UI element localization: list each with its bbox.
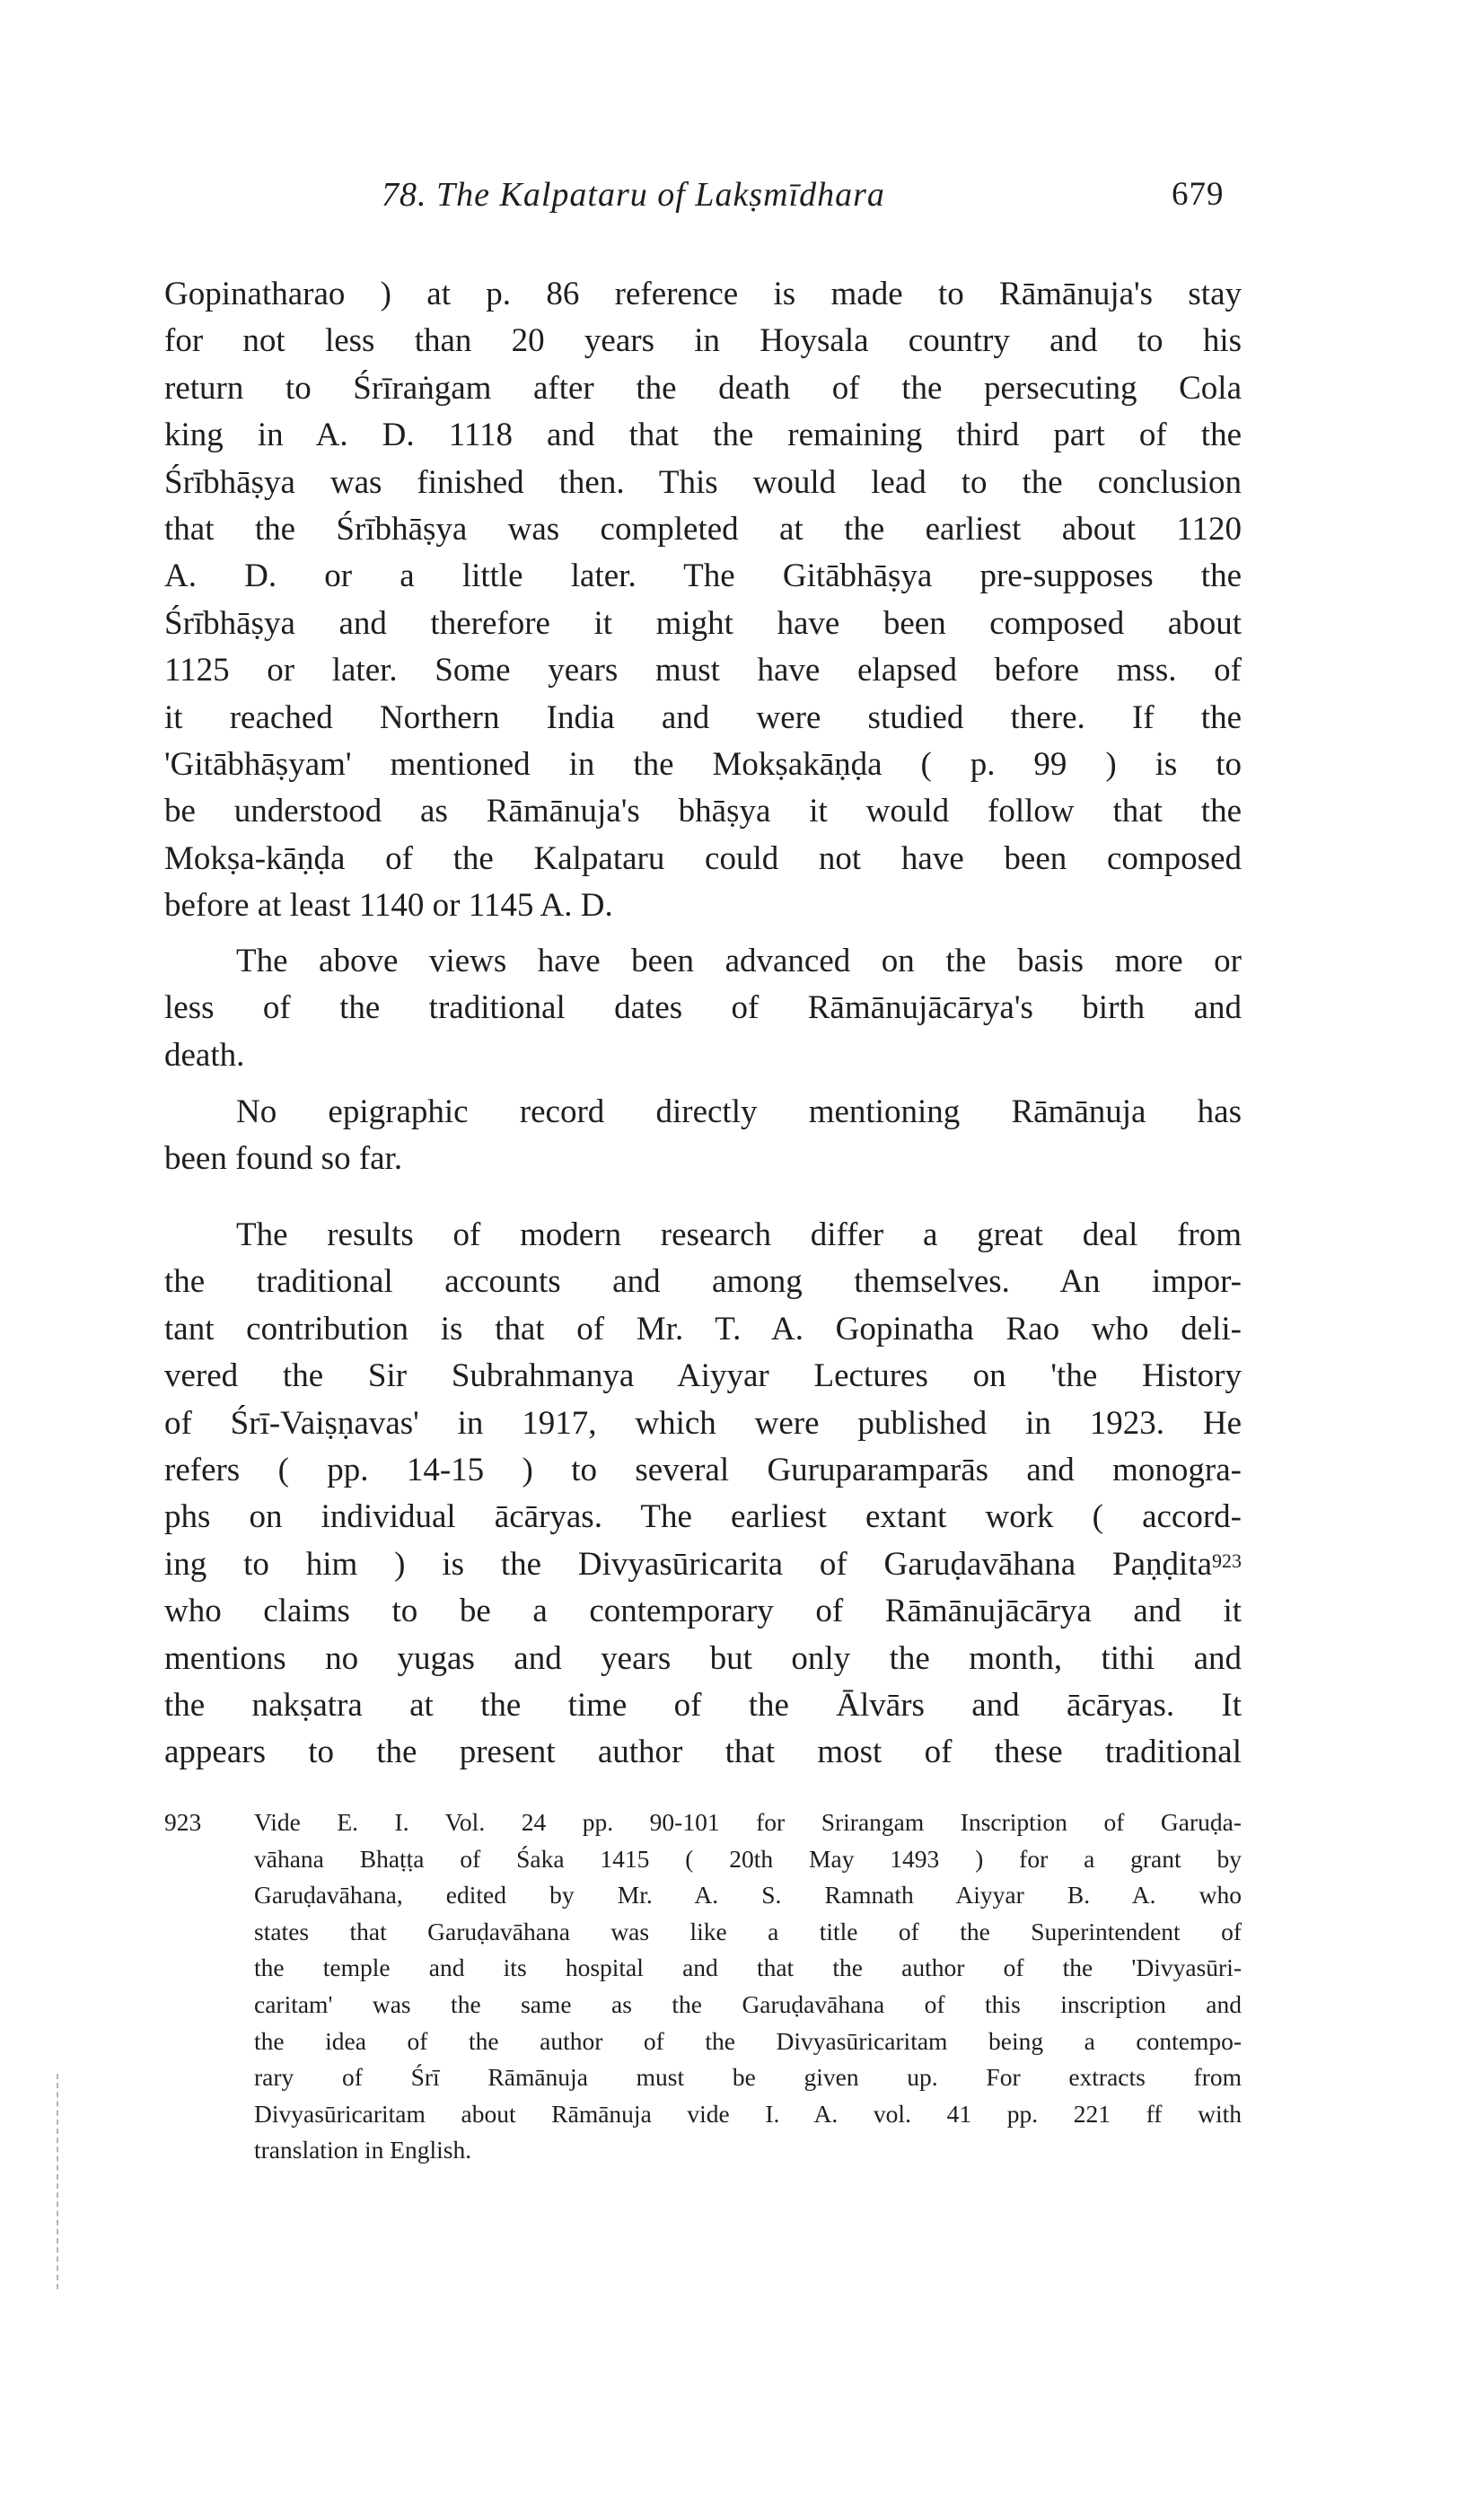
text-line: tant contribution is that of Mr. T. A. Gopinatha Rao who deli- xyxy=(164,1310,1242,1348)
text-line: The results of modern research differ a great deal from xyxy=(236,1216,1242,1253)
footnote-line: Garuḍavāhana, edited by Mr. A. S. Ramnath Aiyyar B. A. who xyxy=(254,1881,1242,1909)
page-header xyxy=(0,175,1484,229)
footnote-line: the idea of the author of the Divyasūricaritam being a contempo- xyxy=(254,2026,1242,2055)
text-line-with-footnote-ref xyxy=(164,1541,1242,1588)
footnote-body xyxy=(254,1804,1242,2169)
text-line: it reached Northern India and were studied there. If the xyxy=(164,698,1242,736)
text-line: the traditional accounts and among themselves. An impor- xyxy=(164,1263,1242,1301)
footnote-line: caritam' was the same as the Garuḍavāhana of this inscription and xyxy=(254,1989,1242,2018)
text-line: that the Śrībhāṣya was completed at the earliest about 1120 xyxy=(164,510,1242,548)
text-line: be understood as Rāmānuja's bhāṣya it would follow that the xyxy=(164,793,1242,830)
text-line: before at least 1140 or 1145 A. D. xyxy=(164,887,613,925)
paragraph-2 xyxy=(164,938,1242,1079)
margin-scan-mark xyxy=(57,2074,61,2289)
footnote-number: 923 xyxy=(164,1808,202,1836)
text-line: 1125 or later. Some years must have elapsed before mss. of xyxy=(164,652,1242,689)
text-line: who claims to be a contemporary of Rāmānujācārya and it xyxy=(164,1593,1242,1630)
text-line: vered the Sir Subrahmanya Aiyyar Lectures on 'the History xyxy=(164,1357,1242,1395)
footnote-line: vāhana Bhaṭṭa of Śaka 1415 ( 20th May 1493 ) for a grant by xyxy=(254,1844,1242,1873)
text-line: 'Gitābhāṣyam' mentioned in the Mokṣakāṇḍa ( p. 99 ) is to xyxy=(164,745,1242,783)
footnote-line: translation in English. xyxy=(254,2136,472,2164)
text-line: Śrībhāṣya was finished then. This would lead to the conclusion xyxy=(164,463,1242,501)
text-line: been found so far. xyxy=(164,1140,403,1178)
footnote-line: states that Garuḍavāhana was like a title of the Superintendent of xyxy=(254,1917,1242,1945)
text-line: death. xyxy=(164,1036,245,1074)
paragraph-1 xyxy=(164,271,1242,929)
footnote-reference[interactable]: 923 xyxy=(1212,1549,1242,1572)
text-line: for not less than 20 years in Hoysala country and to his xyxy=(164,322,1242,360)
text-line: king in A. D. 1118 and that the remaining third part of the xyxy=(164,417,1242,454)
text-line: phs on individual ācāryas. The earliest extant work ( accord- xyxy=(164,1498,1242,1536)
footnote-line: Divyasūricaritam about Rāmānuja vide I. A. vol. 41 pp. 221 ff with xyxy=(254,2099,1242,2128)
text-line: Mokṣa-kāṇḍa of the Kalpataru could not have been composed xyxy=(164,839,1242,877)
page-number: 679 xyxy=(1172,176,1225,213)
paragraph-4 xyxy=(164,1212,1242,1777)
text-line: the nakṣatra at the time of the Ālvārs and ācāryas. It xyxy=(164,1686,1242,1724)
text-line: of Śrī-Vaiṣṇavas' in 1917, which were published in 1923. He xyxy=(164,1404,1242,1442)
text-line-segment: ing to him ) is the Divyasūricarita of Garuḍavāhana Paṇḍita xyxy=(164,1545,1212,1583)
text-line: appears to the present author that most of these traditional xyxy=(164,1734,1242,1771)
text-line: return to Śrīraṅgam after the death of the persecuting Cola xyxy=(164,369,1242,407)
footnote-line: rary of Śrī Rāmānuja must be given up. For extracts from xyxy=(254,2063,1242,2092)
paragraph-3 xyxy=(164,1089,1242,1183)
text-line: Gopinatharao ) at p. 86 reference is made to Rāmānuja's stay xyxy=(164,276,1242,312)
running-title: 78. The Kalpataru of Lakṣmīdhara xyxy=(382,176,885,214)
footnote-line: the temple and its hospital and that the author of the 'Divyasūri- xyxy=(254,1953,1242,1982)
footnote-line: Vide E. I. Vol. 24 pp. 90-101 for Srirangam Inscription of Garuḍa- xyxy=(254,1808,1242,1836)
text-line: less of the traditional dates of Rāmānujācārya's birth and xyxy=(164,989,1242,1027)
text-line: mentions no yugas and years but only the month, tithi and xyxy=(164,1639,1242,1677)
text-line: A. D. or a little later. The Gitābhāṣya pre-supposes the xyxy=(164,557,1242,595)
text-line: No epigraphic record directly mentioning Rāmānuja has xyxy=(236,1093,1242,1130)
footnote-923 xyxy=(164,1804,1242,2169)
text-line: The above views have been advanced on the basis more or xyxy=(236,943,1242,979)
text-line: refers ( pp. 14-15 ) to several Guruparamparās and monogra- xyxy=(164,1451,1242,1488)
text-line: Śrībhāṣya and therefore it might have been composed about xyxy=(164,604,1242,642)
